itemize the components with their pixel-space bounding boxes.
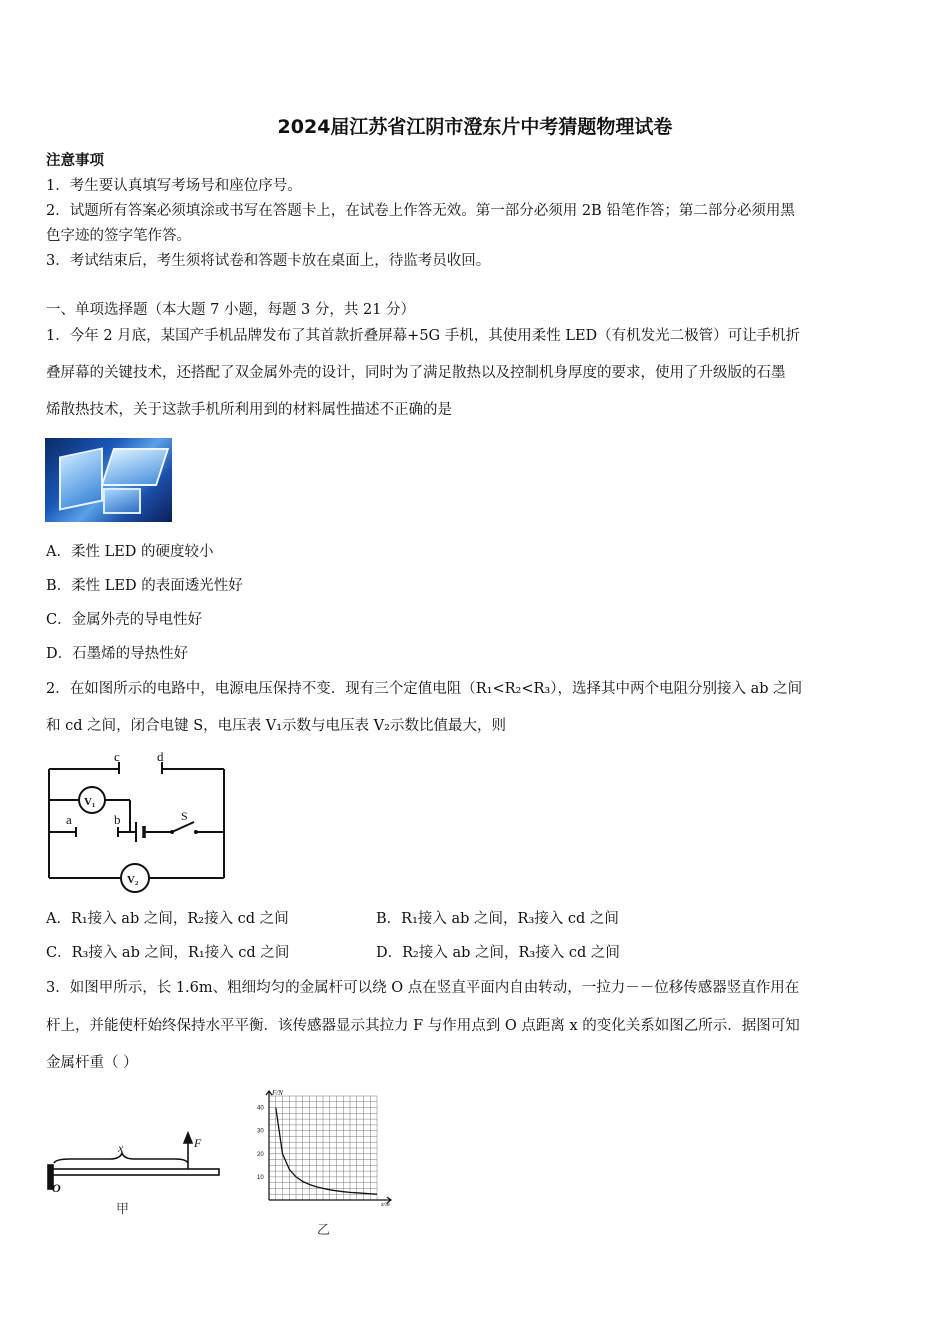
label-v2: V₂ (127, 874, 139, 886)
q2-option-a[interactable]: A．R₁接入 ab 之间，R₂接入 cd 之间 (46, 911, 289, 927)
label-a: a (66, 812, 72, 827)
section-heading: 一、单项选择题（本大题 7 小题，每题 3 分，共 21 分） (46, 302, 416, 318)
notice-line: 3．考试结束后，考生须将试卷和答题卡放在桌面上，待监考员收回。 (46, 253, 491, 269)
q1-text: 烯散热技术，关于这款手机所利用到的材料属性描述不正确的是 (46, 402, 452, 418)
q1-option-a[interactable]: A．柔性 LED 的硬度较小 (46, 544, 214, 560)
label-f: F (194, 1136, 202, 1150)
notice-line: 1．考生要认真填写考场号和座位序号。 (46, 178, 302, 194)
q2-text: 2．在如图所示的电路中，电源电压保持不变．现有三个定值电阻（R₁<R₂<R₃），选择其中两个电阻分别接入 ab 之间 (46, 681, 803, 697)
y-tick-label: 10 (257, 1174, 264, 1181)
label-x: x (118, 1141, 124, 1155)
q3-text: 杆上，并能使杆始终保持水平平衡．该传感器显示其拉力 F 与作用点到 O 点距离 x 的变化关系如图乙所示．据图可知 (46, 1018, 800, 1034)
q1-option-c[interactable]: C．金属外壳的导电性好 (46, 612, 203, 628)
q1-option-b[interactable]: B．柔性 LED 的表面透光性好 (46, 578, 243, 594)
y-tick-label: 40 (257, 1105, 264, 1112)
label-d: d (157, 749, 164, 764)
q1-option-d[interactable]: D．石墨烯的导热性好 (46, 646, 189, 662)
label-v1: V₁ (84, 796, 96, 808)
notice-heading: 注意事项 (46, 152, 104, 169)
y-tick-label: 20 (257, 1151, 264, 1158)
label-o: O (52, 1181, 61, 1195)
label-c: c (114, 749, 120, 764)
label-b: b (114, 812, 121, 827)
q1-text: 1．今年 2 月底，某国产手机品牌发布了其首款折叠屏幕+5G 手机，其使用柔性 LED（有机发光二极管）可让手机折 (46, 328, 801, 344)
notice-line: 色字迹的签字笔作答。 (46, 228, 191, 244)
notice-line: 2．试题所有答案必须填涂或书写在答题卡上，在试卷上作答无效。第一部分必须用 2B 铅笔作答；第二部分必须用黑 (46, 203, 795, 219)
q3-text: 金属杆重（ ） (46, 1055, 138, 1071)
force-distance-chart (255, 1088, 400, 1238)
q2-option-d[interactable]: D．R₂接入 ab 之间，R₃接入 cd 之间 (376, 945, 620, 961)
y-axis-label: F/N (272, 1089, 283, 1097)
x-axis-label: x/m (381, 1202, 390, 1208)
circuit-diagram (44, 749, 234, 902)
foldable-phone-image (45, 438, 172, 522)
page-title: 2024届江苏省江阴市澄东片中考猜题物理试卷 (277, 116, 673, 138)
q3-text: 3．如图甲所示，长 1.6m、粗细均匀的金属杆可以绕 O 点在竖直平面内自由转动，一拉力－－位移传感器竖直作用在 (46, 980, 800, 996)
series-line (276, 1108, 377, 1195)
q1-text: 叠屏幕的关键技术，还搭配了双金属外壳的设计，同时为了满足散热以及控制机身厚度的要求，使用了升级版的石墨 (46, 365, 786, 381)
label-s: S (181, 809, 188, 823)
q2-option-c[interactable]: C．R₃接入 ab 之间，R₁接入 cd 之间 (46, 945, 290, 961)
q2-option-b[interactable]: B．R₁接入 ab 之间，R₃接入 cd 之间 (376, 911, 619, 927)
y-tick-label: 30 (257, 1128, 264, 1135)
q2-text: 和 cd 之间，闭合电键 S，电压表 V₁示数与电压表 V₂示数比值最大，则 (46, 718, 506, 734)
lever-diagram (40, 1125, 230, 1220)
fig-caption-b: 乙 (317, 1222, 331, 1237)
fig-caption-a: 甲 (116, 1201, 130, 1216)
